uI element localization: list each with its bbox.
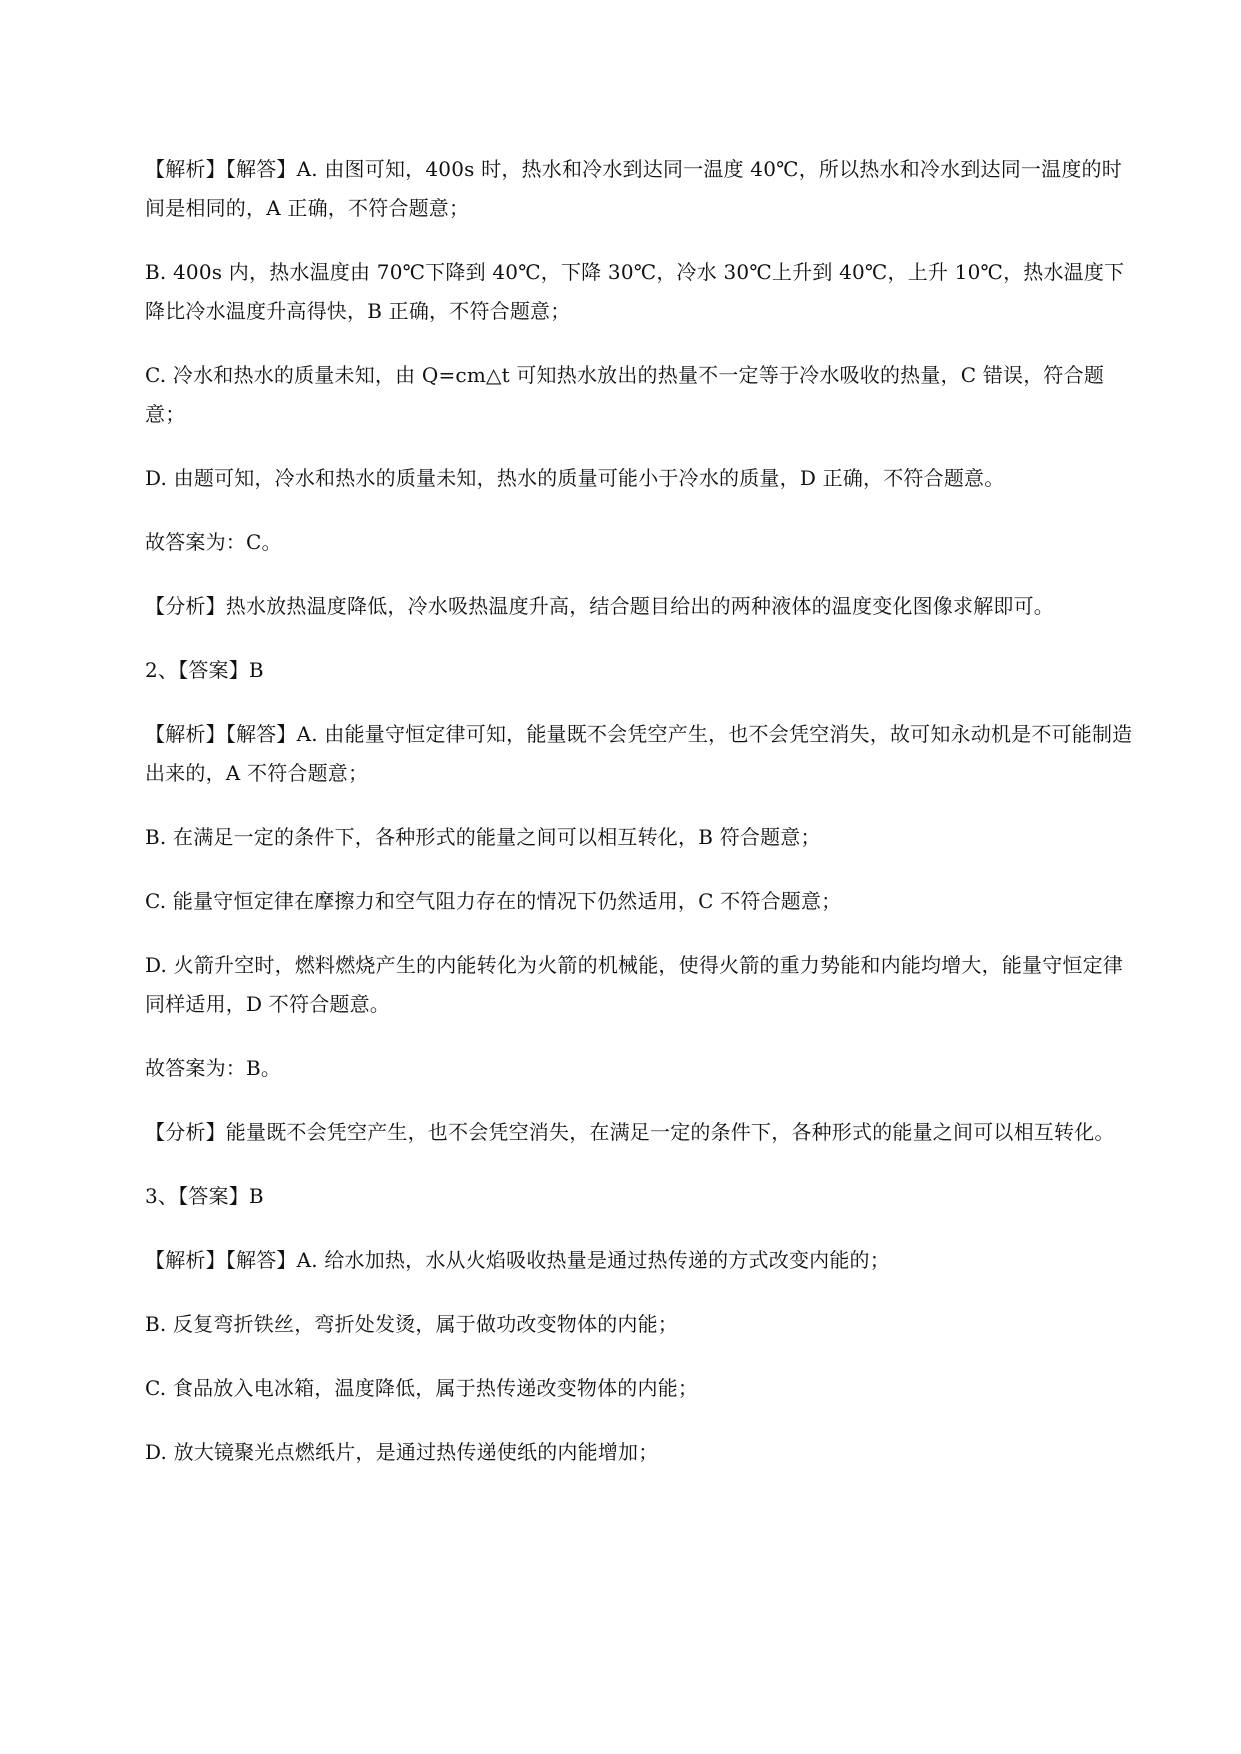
q3-analysis-b: B. 反复弯折铁丝，弯折处发烫，属于做功改变物体的内能；	[145, 1312, 679, 1336]
q2-analysis-d: D. 火箭升空时，燃料燃烧产生的内能转化为火箭的机械能，使得火箭的重力势能和内能均增大，能量守恒定律同样适用，D 不符合题意。	[145, 953, 1124, 1016]
q1-analysis-b: B. 400s 内，热水温度由 70℃下降到 40℃，下降 30℃，冷水 30℃上升到 40℃，上升 10℃，热水温度下降比冷水温度升高得快，B 正确，不符合题意；	[145, 260, 1125, 323]
q2-final-answer: 故答案为：B。	[145, 1056, 282, 1080]
q3-analysis-d: D. 放大镜聚光点燃纸片，是通过热传递使纸的内能增加；	[145, 1440, 659, 1464]
q1-analysis-c: C. 冷水和热水的质量未知，由 Q=cm△t 可知热水放出的热量不一定等于冷水吸收的热量，C 错误，符合题意；	[145, 363, 1105, 426]
q1-summary: 【分析】热水放热温度降低，冷水吸热温度升高，结合题目给出的两种液体的温度变化图像求解即可。	[145, 594, 1054, 618]
answer-content	[145, 150, 1138, 1497]
q2-summary: 【分析】能量既不会凭空产生，也不会凭空消失，在满足一定的条件下，各种形式的能量之间可以相互转化。	[145, 1120, 1115, 1144]
q1-analysis-d: D. 由题可知，冷水和热水的质量未知，热水的质量可能小于冷水的质量，D 正确，不符合题意。	[145, 466, 1005, 490]
q2-analysis-a: 【解析】【解答】A. 由能量守恒定律可知，能量既不会凭空产生，也不会凭空消失，故可知永动机是不可能制造出来的，A 不符合题意；	[145, 722, 1133, 785]
q2-analysis-c: C. 能量守恒定律在摩擦力和空气阻力存在的情况下仍然适用，C 不符合题意；	[145, 889, 842, 913]
q2-analysis-b: B. 在满足一定的条件下，各种形式的能量之间可以相互转化，B 符合题意；	[145, 825, 821, 849]
q2-answer-heading: 2、【答案】B	[145, 658, 264, 682]
q1-analysis-a: 【解析】【解答】A. 由图可知，400s 时，热水和冷水到达同一温度 40℃，所以热水和冷水到达同一温度的时间是相同的，A 正确，不符合题意；	[145, 157, 1122, 220]
q1-final-answer: 故答案为：C。	[145, 530, 282, 554]
q3-analysis-a: 【解析】【解答】A. 给水加热，水从火焰吸收热量是通过热传递的方式改变内能的；	[145, 1248, 890, 1272]
q3-analysis-c: C. 食品放入电冰箱，温度降低，属于热传递改变物体的内能；	[145, 1376, 699, 1400]
q3-answer-heading: 3、【答案】B	[145, 1184, 264, 1208]
